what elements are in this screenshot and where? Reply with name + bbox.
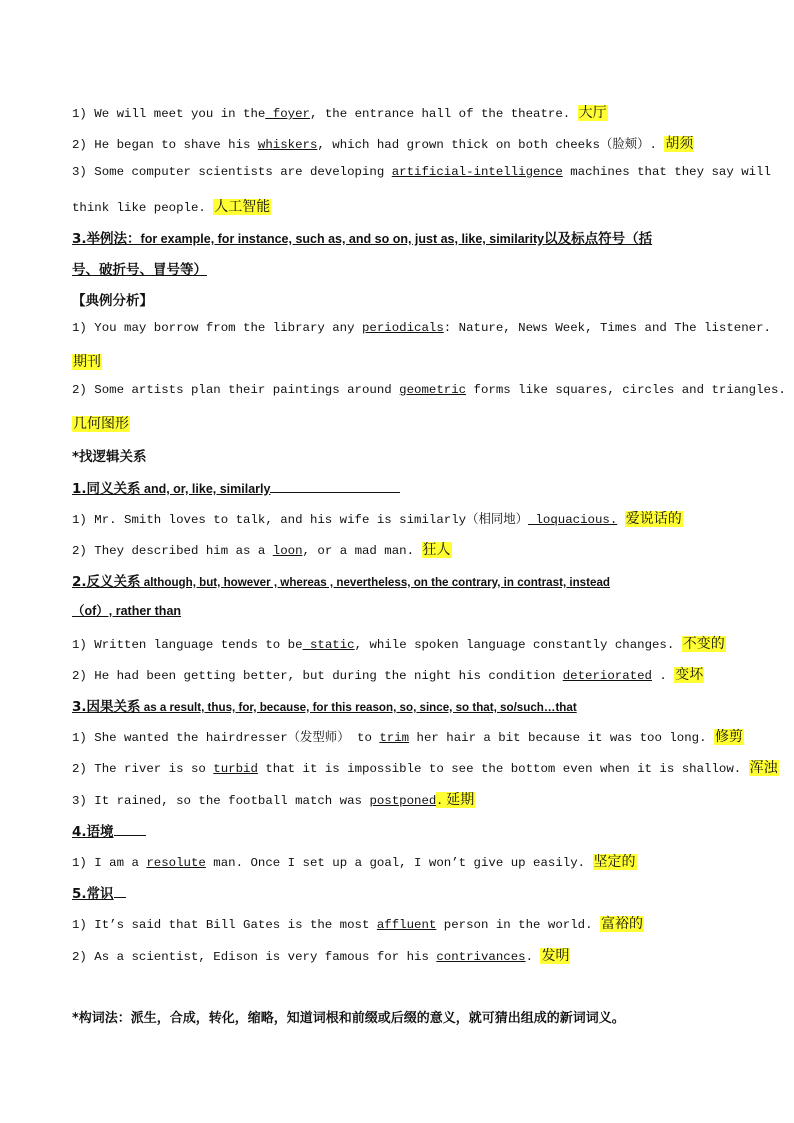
translation-line xyxy=(72,351,732,371)
translation-highlight: 发明 xyxy=(541,948,570,964)
cause-effect-heading: 3.因果关系 as a result, thus, for, because, for this reason, so, since, so that, so/such…that xyxy=(72,699,577,715)
translation-highlight: 人工智能 xyxy=(214,199,271,215)
example-sentence: 1) Mr. Smith loves to talk, and his wife is similarly（相同地） loquacious. 爱说话的 xyxy=(72,511,682,527)
example-sentence: 2) He had been getting better, but during the night his condition deteriorated . 变坏 xyxy=(72,667,704,683)
translation-highlight: 胡须 xyxy=(665,136,694,152)
example-sentence: 2) As a scientist, Edison is very famous for his contrivances. 发明 xyxy=(72,948,570,964)
example-sentence: 3) It rained, so the football match was postponed. 延期 xyxy=(72,792,475,808)
example-sentence: 1) Written language tends to be static, while spoken language constantly changes. 不变的 xyxy=(72,636,725,652)
target-word: static xyxy=(302,638,355,652)
target-word: contrivances xyxy=(436,950,526,964)
translation-highlight: 坚定的 xyxy=(593,854,636,870)
analysis-label: 【典例分析】 xyxy=(72,293,153,309)
translation-highlight: 期刊 xyxy=(73,354,101,370)
context-heading: 4.语境 xyxy=(72,820,732,841)
antonym-heading-continued: （of）, rather than xyxy=(72,604,182,618)
example-sentence: 1) It’s said that Bill Gates is the most affluent person in the world. 富裕的 xyxy=(72,916,643,932)
target-word: foyer xyxy=(265,107,310,121)
common-sense-heading: 5.常识 xyxy=(72,882,732,903)
target-word: whiskers xyxy=(257,138,318,152)
target-word: deteriorated xyxy=(562,669,652,683)
logic-relations-title: *找逻辑关系 xyxy=(72,449,147,465)
example-sentence: 2) He began to shave his whiskers, which had grown thick on both cheeks（脸颊）. 胡须 xyxy=(72,136,694,152)
example-sentence: 2) Some artists plan their paintings around geometric forms like squares, circles and triangles. xyxy=(72,383,786,397)
translation-line xyxy=(72,413,732,433)
example-sentence: 3) Some computer scientists are developing artificial-intelligence machines that they say will xyxy=(72,165,771,179)
example-sentence: 1) We will meet you in the foyer, the entrance hall of the theatre. 大厅 xyxy=(72,105,607,121)
underline-filler xyxy=(270,492,400,493)
section-heading-examples-continued: 号、破折号、冒号等） xyxy=(72,262,207,278)
example-sentence: 2) They described him as a loon, or a mad man. 狂人 xyxy=(72,542,451,558)
antonym-heading: 2.反义关系 although, but, however , whereas , nevertheless, on the contrary, in contrast, instead xyxy=(72,574,610,590)
target-word: artificial-intelligence xyxy=(391,165,563,179)
target-word: resolute xyxy=(146,856,206,870)
section-heading-examples: 3.举例法：for example, for instance, such as, and so on, just as, like, similarity以及标点符号（括 xyxy=(72,231,653,247)
target-word: loon xyxy=(272,544,303,558)
translation-highlight: 狂人 xyxy=(422,542,451,558)
target-word: affluent xyxy=(376,918,437,932)
target-word: turbid xyxy=(213,762,258,776)
synonym-heading: 1.同义关系 and, or, like, similarly xyxy=(72,477,732,498)
target-word: postponed xyxy=(369,794,437,808)
target-word: trim xyxy=(379,731,410,745)
translation-highlight: 富裕的 xyxy=(600,916,643,932)
word-formation-note: *构词法：派生，合成，转化，缩略，知道词根和前缀或后缀的意义，就可猜出组成的新词词义。 xyxy=(72,1011,625,1026)
target-word: geometric xyxy=(399,383,467,397)
example-sentence: 1) She wanted the hairdresser（发型师） to trim her hair a bit because it was too long. 修剪 xyxy=(72,729,743,745)
translation-highlight: 几何图形 xyxy=(73,416,129,432)
target-word: loquacious. xyxy=(528,513,618,527)
example-sentence-continued: think like people. 人工智能 xyxy=(72,199,271,215)
translation-highlight: 变坏 xyxy=(675,667,704,683)
example-sentence: 1) You may borrow from the library any periodicals: Nature, News Week, Times and The listener. xyxy=(72,321,771,335)
translation-highlight: 浑浊 xyxy=(749,760,778,776)
target-word: periodicals xyxy=(362,321,444,335)
example-sentence: 1) I am a resolute man. Once I set up a goal, I won’t give up easily. 坚定的 xyxy=(72,854,636,870)
translation-highlight: 不变的 xyxy=(682,636,725,652)
translation-highlight: . 延期 xyxy=(437,792,475,808)
translation-highlight: 大厅 xyxy=(578,105,607,121)
example-sentence: 2) The river is so turbid that it is impossible to see the bottom even when it is shallow. 浑浊 xyxy=(72,760,778,776)
translation-highlight: 爱说话的 xyxy=(625,511,682,527)
underline-filler xyxy=(114,835,146,836)
underline-filler xyxy=(114,897,126,898)
translation-highlight: 修剪 xyxy=(714,729,743,745)
